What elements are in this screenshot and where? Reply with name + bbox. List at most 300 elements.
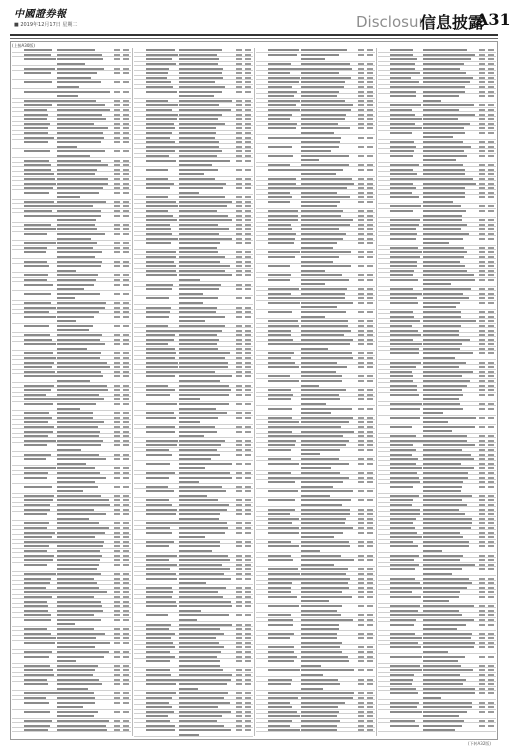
fund-name-cell [390, 449, 416, 451]
table-row [378, 691, 496, 700]
fund-name-cell [146, 702, 169, 704]
date-cell [245, 509, 251, 511]
table-row [12, 314, 131, 323]
announcement-title-cell-line2 [57, 146, 77, 148]
newspaper-cell [114, 669, 120, 671]
date-cell [123, 210, 129, 212]
announcement-title-cell [57, 431, 100, 433]
fund-name-cell [24, 444, 47, 446]
date-cell [245, 656, 251, 658]
date-cell [367, 279, 373, 281]
newspaper-cell [236, 513, 242, 515]
newspaper-cell [114, 417, 120, 419]
announcement-title-cell [301, 398, 340, 400]
date-cell [245, 449, 251, 451]
date-cell [367, 123, 373, 125]
announcement-title-cell [423, 394, 463, 396]
fund-name-cell [390, 183, 413, 185]
fund-name-cell [268, 509, 295, 511]
newspaper-cell [358, 127, 364, 129]
announcement-title-cell [423, 545, 469, 547]
date-cell [367, 633, 373, 635]
newspaper-cell [114, 403, 120, 405]
announcement-title-cell [423, 385, 467, 387]
fund-name-cell [146, 357, 175, 359]
date-cell [245, 54, 251, 56]
announcement-title-cell-line2 [57, 660, 76, 662]
newspaper-cell [236, 385, 242, 387]
newspaper-cell [236, 674, 242, 676]
fund-name-cell [268, 146, 292, 148]
date-cell [488, 683, 494, 685]
newspaper-cell [114, 610, 120, 612]
announcement-title-cell [423, 486, 462, 488]
date-cell [367, 555, 373, 557]
fund-name-cell [390, 63, 415, 65]
fund-name-cell [268, 656, 297, 658]
announcement-title-cell-line2 [301, 348, 328, 350]
newspaper-cell [114, 173, 120, 175]
date-cell [488, 123, 494, 125]
newspaper-cell [479, 380, 485, 382]
newspaper-cell [358, 219, 364, 221]
fund-name-cell [390, 605, 420, 607]
date-cell [245, 265, 251, 267]
fund-name-cell [390, 375, 413, 377]
announcement-title-cell [301, 499, 351, 501]
fund-name-cell [268, 297, 301, 299]
date-cell [488, 150, 494, 152]
table-row [12, 232, 131, 241]
announcement-title-cell [179, 334, 217, 336]
newspaper-cell [236, 449, 242, 451]
table-row [256, 144, 375, 153]
newspaper-cell [358, 435, 364, 437]
fund-name-cell [24, 339, 52, 341]
announcement-title-cell [301, 582, 348, 584]
fund-name-cell [24, 550, 47, 552]
announcement-title-cell [57, 127, 108, 129]
announcement-title-cell [423, 408, 463, 410]
announcement-title-cell [179, 568, 230, 570]
announcement-title-cell [301, 330, 351, 332]
newspaper-cell [479, 467, 485, 469]
announcement-title-cell [179, 215, 228, 217]
table-row [378, 484, 496, 493]
table-row [12, 700, 131, 709]
date-cell [367, 164, 373, 166]
fund-name-cell [146, 715, 168, 717]
newspaper-cell [358, 591, 364, 593]
announcement-title-cell [301, 196, 350, 198]
announcement-title-cell [423, 477, 468, 479]
date-cell [488, 463, 494, 465]
announcement-title-cell-line2 [301, 159, 319, 161]
newspaper-cell [479, 352, 485, 354]
announcement-title-cell [179, 702, 230, 704]
announcement-title-cell [423, 58, 471, 60]
announcement-title-cell [423, 522, 472, 524]
announcement-title-cell [301, 463, 349, 465]
announcement-title-cell [423, 454, 471, 456]
date-cell [245, 527, 251, 529]
newspaper-cell [479, 320, 485, 322]
announcement-title-cell [57, 601, 101, 603]
announcement-title-cell [179, 132, 216, 134]
fund-name-cell [146, 288, 172, 290]
newspaper-cell [479, 123, 485, 125]
fund-name-cell [24, 486, 52, 488]
newspaper-cell [114, 183, 120, 185]
column-divider [132, 48, 133, 736]
announcement-title-cell [57, 228, 97, 230]
newspaper-cell [479, 104, 485, 106]
announcement-title-cell [179, 532, 225, 534]
newspaper-cell [114, 385, 120, 387]
newspaper-cell [358, 426, 364, 428]
announcement-title-cell [179, 265, 230, 267]
newspaper-cell [358, 711, 364, 713]
fund-name-cell [24, 127, 48, 129]
announcement-title-cell [301, 279, 349, 281]
announcement-title-cell [423, 127, 464, 129]
fund-name-cell [146, 614, 168, 616]
date-cell [488, 127, 494, 129]
newspaper-cell [479, 435, 485, 437]
fund-name-cell [24, 564, 47, 566]
newspaper-cell [236, 417, 242, 419]
date-cell [367, 417, 373, 419]
announcement-title-cell [301, 509, 350, 511]
announcement-title-cell [301, 720, 340, 722]
table-row [134, 659, 253, 668]
table-row [256, 489, 375, 498]
announcement-title-cell-line2 [301, 306, 337, 308]
date-cell [245, 601, 251, 603]
announcement-title-cell [423, 316, 461, 318]
newspaper-cell [114, 601, 120, 603]
announcement-title-cell [423, 578, 469, 580]
date-cell [123, 334, 129, 336]
announcement-title-cell [57, 486, 98, 488]
date-cell [245, 233, 251, 235]
fund-name-cell [390, 559, 414, 561]
announcement-title-cell-line2 [57, 481, 95, 483]
announcement-title-cell [57, 284, 94, 286]
newspaper-cell [114, 311, 120, 313]
announcement-title-cell [57, 68, 104, 70]
announcement-title-cell [301, 541, 349, 543]
fund-name-cell [24, 81, 52, 83]
date-cell [488, 564, 494, 566]
announcement-title-cell [179, 270, 225, 272]
date-cell [488, 688, 494, 690]
date-cell [123, 164, 129, 166]
date-cell [488, 352, 494, 354]
newspaper-cell [114, 509, 120, 511]
fund-name-cell [268, 499, 295, 501]
newspaper-cell [358, 210, 364, 212]
fund-name-cell [146, 330, 179, 332]
date-cell [123, 91, 129, 93]
newspaper-cell [358, 522, 364, 524]
announcement-title-cell [57, 417, 93, 419]
fund-name-cell [146, 118, 177, 120]
table-column-3 [256, 48, 375, 736]
fund-name-cell [390, 95, 416, 97]
announcement-title-cell-line2 [423, 357, 455, 359]
newspaper-cell [479, 674, 485, 676]
fund-name-cell [268, 265, 290, 267]
announcement-title-cell [57, 711, 98, 713]
fund-name-cell [268, 518, 299, 520]
date-cell [123, 555, 129, 557]
fund-name-cell [268, 183, 296, 185]
table-row [134, 296, 253, 305]
announcement-title-cell-line2 [423, 398, 459, 400]
announcement-title-cell [57, 504, 110, 506]
fund-name-cell [268, 582, 292, 584]
announcement-title-cell [179, 692, 228, 694]
announcement-title-cell [179, 169, 218, 171]
announcement-title-cell [57, 389, 108, 391]
newspaper-cell [479, 325, 485, 327]
newspaper-cell [236, 288, 242, 290]
newspaper-cell [479, 293, 485, 295]
fund-name-cell [268, 532, 299, 534]
announcement-title-cell [179, 656, 217, 658]
newspaper-cell [479, 205, 485, 207]
date-cell [123, 293, 129, 295]
announcement-title-cell-line2 [179, 398, 200, 400]
announcement-title-cell [423, 325, 461, 327]
announcement-title-cell-line2 [301, 495, 330, 497]
announcement-title-cell [423, 637, 471, 639]
announcement-title-cell [423, 210, 466, 212]
newspaper-cell [479, 426, 485, 428]
fund-name-cell [268, 449, 291, 451]
announcement-title-cell-line2 [57, 715, 94, 717]
fund-name-cell [390, 385, 417, 387]
fund-name-cell [24, 458, 46, 460]
fund-name-cell [24, 178, 55, 180]
announcement-title-cell [301, 219, 353, 221]
date-cell [123, 665, 129, 667]
announcement-title-cell-line2 [301, 58, 325, 60]
announcement-title-cell-line2 [301, 412, 331, 414]
newspaper-cell [114, 201, 120, 203]
fund-name-cell [390, 270, 414, 272]
date-cell [488, 238, 494, 240]
announcement-title-cell [423, 205, 461, 207]
newspaper-cell [236, 58, 242, 60]
announcement-title-cell [57, 564, 99, 566]
fund-name-cell [24, 692, 57, 694]
announcement-title-cell [57, 720, 109, 722]
fund-name-cell [390, 683, 412, 685]
announcement-title-cell-line2 [423, 628, 457, 630]
newspaper-cell [236, 178, 242, 180]
date-cell [488, 454, 494, 456]
announcement-title-cell [179, 624, 232, 626]
newspaper-cell [358, 624, 364, 626]
date-cell [123, 674, 129, 676]
announcement-title-cell-line2 [57, 297, 75, 299]
date-cell [367, 293, 373, 295]
announcement-title-cell [179, 58, 219, 60]
newspaper-cell [358, 228, 364, 230]
announcement-title-cell [57, 224, 95, 226]
newspaper-cell [358, 421, 364, 423]
newspaper-cell [114, 366, 120, 368]
fund-name-cell [24, 123, 50, 125]
date-cell [245, 196, 251, 198]
fund-name-cell [146, 711, 174, 713]
announcement-title-cell [179, 205, 227, 207]
announcement-title-cell [57, 628, 94, 630]
date-cell [123, 545, 129, 547]
table-column-4 [378, 48, 496, 736]
date-cell [367, 472, 373, 474]
newspaper-cell [479, 596, 485, 598]
newspaper-cell [479, 141, 485, 143]
fund-name-cell [146, 509, 177, 511]
date-cell [245, 311, 251, 313]
date-cell [245, 183, 251, 185]
announcement-title-cell [301, 421, 349, 423]
newspaper-cell [236, 656, 242, 658]
date-cell [245, 555, 251, 557]
fund-name-cell [146, 215, 173, 217]
newspaper-cell [114, 242, 120, 244]
newspaper-cell [114, 486, 120, 488]
table-row [12, 457, 131, 466]
announcement-title-cell [301, 201, 340, 203]
announcement-title-cell [179, 449, 217, 451]
date-cell [123, 513, 129, 515]
announcement-title-cell-line2 [57, 320, 76, 322]
date-cell [123, 637, 129, 639]
fund-name-cell [146, 201, 176, 203]
newspaper-cell [114, 619, 120, 621]
fund-name-cell [146, 646, 175, 648]
newspaper-cell [479, 58, 485, 60]
date-cell [367, 706, 373, 708]
date-cell [245, 141, 251, 143]
date-cell [245, 628, 251, 630]
fund-name-cell [390, 568, 415, 570]
announcement-title-cell-line2 [179, 380, 220, 382]
announcement-title-cell [57, 178, 108, 180]
newspaper-cell [114, 233, 120, 235]
newspaper-cell [114, 477, 120, 479]
announcement-title-cell [179, 100, 232, 102]
announcement-title-cell [423, 339, 470, 341]
announcement-title-cell [301, 624, 339, 626]
table-row [378, 351, 496, 360]
fund-name-cell [390, 371, 412, 373]
fund-name-cell [24, 440, 56, 442]
fund-name-cell [390, 711, 422, 713]
fund-name-cell [268, 81, 299, 83]
fund-name-cell [390, 495, 419, 497]
newspaper-cell [114, 545, 120, 547]
fund-name-cell [268, 614, 291, 616]
date-cell [367, 146, 373, 148]
table-row [12, 654, 131, 663]
date-cell [245, 325, 251, 327]
announcement-title-cell-line2 [301, 150, 331, 152]
newspaper-cell [114, 578, 120, 580]
date-cell [367, 426, 373, 428]
newspaper-cell [479, 504, 485, 506]
announcement-title-cell [179, 63, 218, 65]
fund-name-cell [146, 633, 175, 635]
newspaper-cell [236, 205, 242, 207]
announcement-title-cell [57, 578, 94, 580]
newspaper-cell [479, 81, 485, 83]
newspaper-cell [358, 100, 364, 102]
table-row [12, 618, 131, 627]
newspaper-cell [114, 228, 120, 230]
date-cell [123, 169, 129, 171]
date-cell [123, 201, 129, 203]
fund-name-cell [24, 132, 48, 134]
fund-name-cell [24, 72, 51, 74]
fund-name-cell [24, 284, 53, 286]
fund-name-cell [24, 210, 52, 212]
date-cell [367, 532, 373, 534]
fund-name-cell [268, 343, 301, 345]
announcement-title-cell [57, 444, 101, 446]
fund-name-cell [24, 173, 54, 175]
announcement-title-cell-line2 [57, 270, 76, 272]
date-cell [488, 499, 494, 501]
announcement-title-cell-line2 [179, 550, 212, 552]
announcement-title-cell [423, 270, 467, 272]
date-cell [245, 614, 251, 616]
announcement-title-cell [301, 669, 354, 671]
announcement-title-cell [423, 591, 460, 593]
newspaper-cell [479, 118, 485, 120]
date-cell [367, 334, 373, 336]
date-cell [488, 228, 494, 230]
date-cell [367, 242, 373, 244]
date-cell [488, 706, 494, 708]
announcement-title-cell [301, 646, 340, 648]
fund-name-cell [146, 169, 168, 171]
table-row [378, 195, 496, 204]
date-cell [123, 550, 129, 552]
announcement-title-cell [179, 183, 226, 185]
announcement-title-cell [57, 81, 101, 83]
date-cell [488, 325, 494, 327]
newspaper-cell [114, 467, 120, 469]
fund-name-cell [146, 683, 176, 685]
fund-name-cell [390, 472, 417, 474]
fund-name-cell [390, 109, 412, 111]
fund-name-cell [390, 320, 420, 322]
announcement-title-cell [57, 274, 98, 276]
fund-name-cell [390, 187, 416, 189]
announcement-title-cell-line2 [301, 371, 336, 373]
fund-name-cell [268, 127, 296, 129]
fund-name-cell [390, 522, 413, 524]
newspaper-cell [479, 444, 485, 446]
date-cell [123, 150, 129, 152]
table-row [12, 443, 131, 452]
newspaper-cell [358, 444, 364, 446]
